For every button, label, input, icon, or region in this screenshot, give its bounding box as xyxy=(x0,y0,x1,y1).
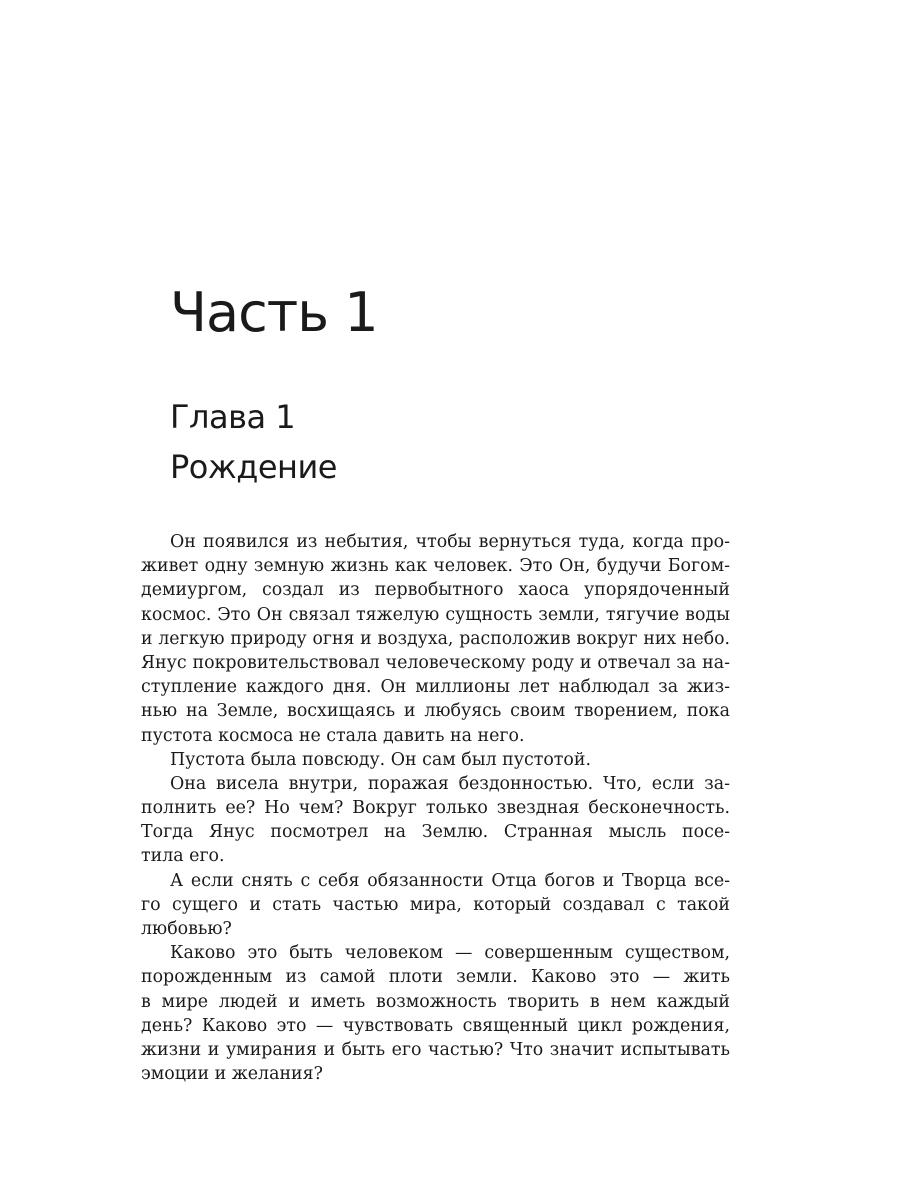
text-line: космос. Это Он связал тяжелую сущность земли, тягучие воды xyxy=(141,604,730,625)
text-line: и легкую природу огня и воздуха, расположив вокруг них небо. xyxy=(141,628,730,649)
text-line: Пустота была повсюду. Он сам был пустотой. xyxy=(170,749,592,770)
text-line: Янус покровительствовал человеческому роду и отвечал за на- xyxy=(141,652,730,673)
text-line: Тогда Янус посмотрел на Землю. Странная мысль посе- xyxy=(141,822,730,843)
text-line: живет одну земную жизнь как человек. Это Он, будучи Богом- xyxy=(141,556,730,577)
paragraph xyxy=(141,869,730,942)
text-line: ступление каждого дня. Он миллионы лет наблюдал за жиз- xyxy=(141,677,730,698)
text-line: нью на Земле, восхищаясь и любуясь своим творением, пока xyxy=(141,701,730,722)
text-line: Он появился из небытия, чтобы вернуться туда, когда про- xyxy=(170,532,730,552)
text-line: день? Каково это — чувствовать священный цикл рождения, xyxy=(141,1015,730,1036)
body-text xyxy=(141,530,730,1086)
paragraph xyxy=(141,530,730,748)
text-line: Каково это быть человеком — совершенным существом, xyxy=(170,943,730,964)
paragraph xyxy=(141,941,730,1086)
text-line: А если снять с себя обязанности Отца богов и Творца все- xyxy=(170,870,730,891)
chapter-heading xyxy=(170,392,337,492)
part-title: Часть 1 xyxy=(170,281,378,344)
chapter-number: Глава 1 xyxy=(170,398,296,436)
text-line: го сущего и стать частью мира, который создавал с такой xyxy=(141,894,730,915)
paragraph xyxy=(141,748,730,772)
text-line: эмоции и желания? xyxy=(141,1064,323,1085)
text-line: тила его. xyxy=(141,846,225,867)
text-line: любовью? xyxy=(141,919,232,939)
paragraph xyxy=(141,772,730,869)
text-line: порожденным из самой плоти земли. Каково это — жить xyxy=(141,967,730,988)
text-line: в мире людей и иметь возможность творить в нем каждый xyxy=(141,991,730,1012)
text-line: пустота космоса не стала давить на него. xyxy=(141,725,525,746)
text-line: полнить ее? Но чем? Вокруг только звездная бесконечность. xyxy=(141,798,730,819)
chapter-title: Рождение xyxy=(170,448,337,486)
text-line: жизни и умирания и быть его частью? Что значит испытывать xyxy=(141,1039,730,1060)
text-line: демиургом, создал из первобытного хаоса упорядоченный xyxy=(141,580,730,601)
text-line: Она висела внутри, поражая бездонностью. Что, если за- xyxy=(170,773,730,794)
